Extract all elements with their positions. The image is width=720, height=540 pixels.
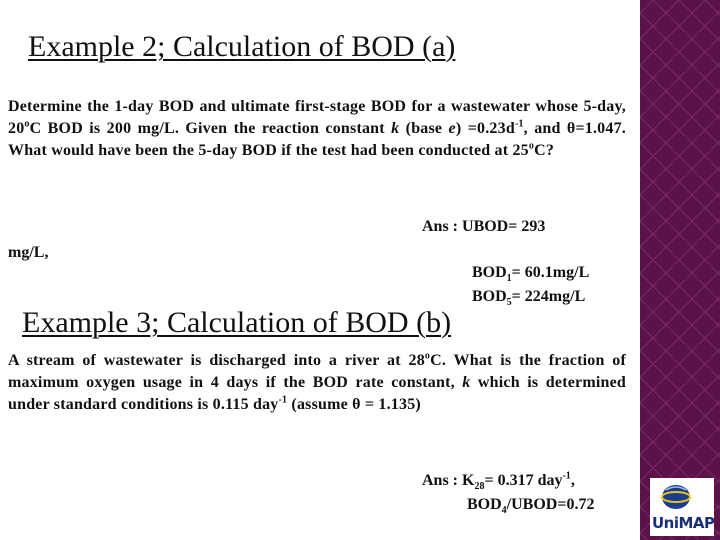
example-2-answer: Ans : UBOD= 293 (422, 218, 546, 235)
example-2-bod1: $BOD_1= 60.1mg/L$ (472, 264, 590, 285)
example-2-bod5: $BOD_5= 224mg/L$ (472, 288, 586, 309)
diamond-pattern (640, 0, 720, 540)
example-2-problem: Determine the 1-day BOD and ultimate first-stage BOD for a wastewater whose 5-day, 20$^o$C BOD is 200 mg/L. Given the reaction constant k (base $e) =0.23d^{-1}$, and θ=1.047. What would have been the 5-day BOD if the test had been conducted at 25$^o$C? (8, 98, 626, 159)
example-2-title: Example 2; Calculation of BOD (a) (28, 30, 456, 63)
example-3-problem: A stream of wastewater is discharged into a river at 28$^o$C. What is the fraction of maximum oxygen usage in 4 days if the BOD rate constant, k which is determined under standard conditions is 0.115 day$^{-1}$ (assume θ = 1.135) (8, 350, 626, 413)
example-2-answer-unit: mg/L, (8, 244, 49, 261)
globe-icon (660, 482, 692, 512)
decorative-sidebar (640, 0, 720, 540)
logo-text: UniMAP (652, 514, 715, 532)
example-3-answer: Ans : $K_{28}= 0.317$ day$^{-1}$, (422, 470, 575, 493)
example-3-bod4: $BOD_4/UBOD=0.72$ (467, 496, 595, 517)
example-3-title: Example 3; Calculation of BOD (b) (22, 306, 452, 339)
unimap-logo (650, 478, 714, 536)
